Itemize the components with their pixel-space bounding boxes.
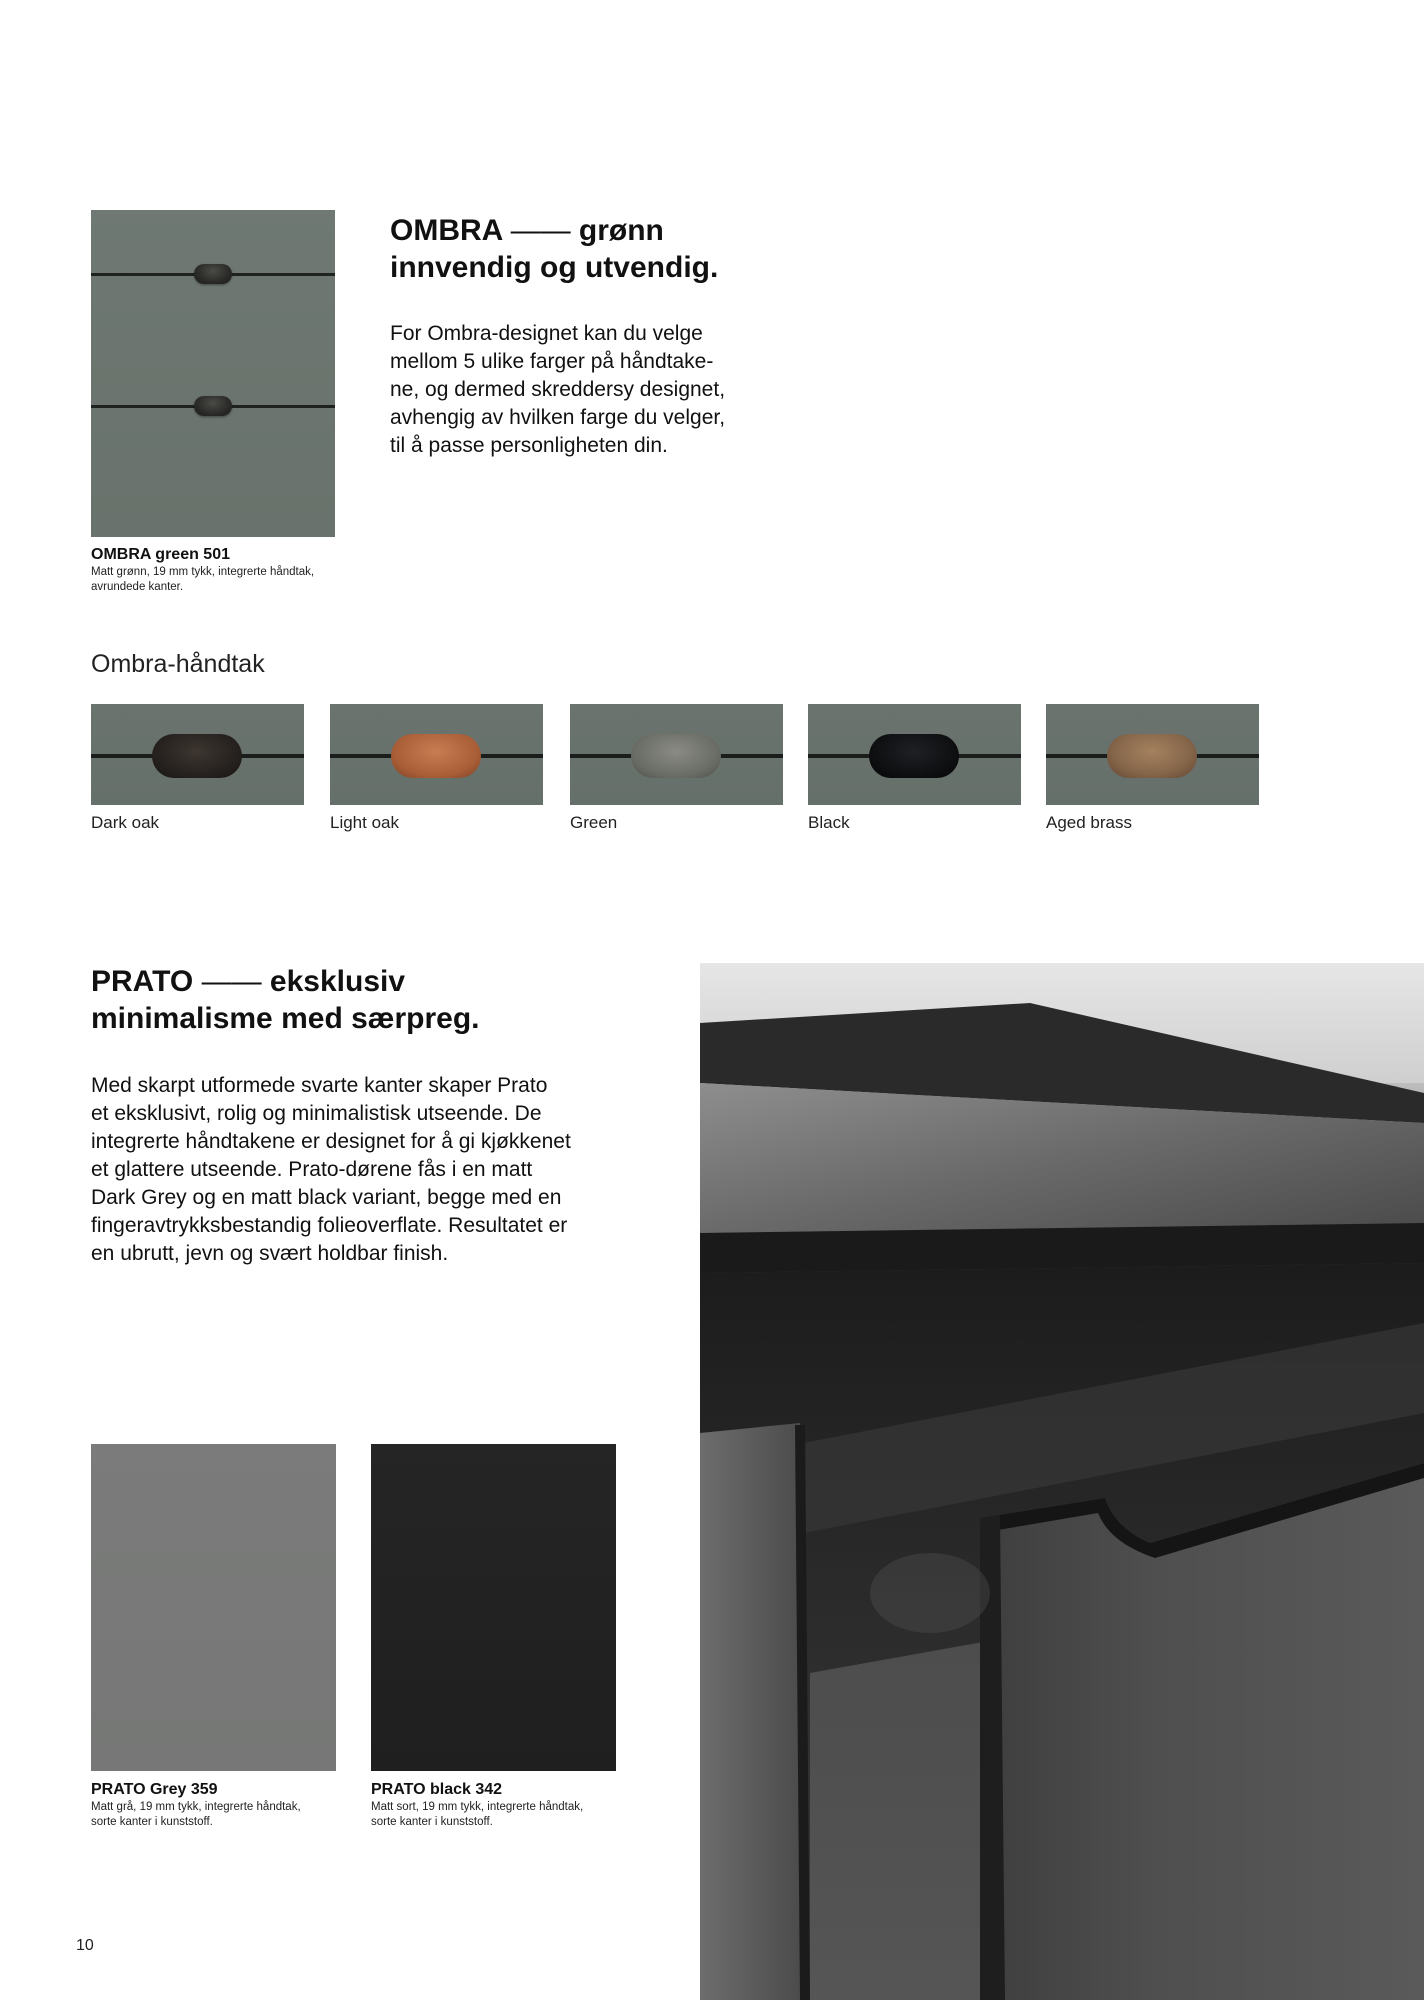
ombra-title-line2: innvendig og utvendig. [390,251,719,284]
ombra-swatch-desc-line: avrundede kanter. [91,581,184,593]
prato-black-342-swatch [371,1444,616,1771]
prato-black-desc-line: Matt sort, 19 mm tykk, integrerte håndtak, [371,1801,584,1813]
prato-grey-desc-line: Matt grå, 19 mm tykk, integrerte håndtak, [91,1801,301,1813]
handle-label-dark-oak: Dark oak [91,813,160,832]
handle-knob [1107,734,1197,778]
prato-black-caption [371,1780,641,1830]
ombra-body-line: til å passe personligheten din. [390,434,668,457]
prato-grey-359-swatch [91,1444,336,1771]
title-dash: —— [201,965,262,998]
handle-knob [391,734,481,778]
prato-body-line: Med skarpt utformede svarte kanter skaper Prato [91,1074,548,1097]
ombra-swatch-desc-line: Matt grønn, 19 mm tykk, integrerte håndtak, [91,566,315,578]
ombra-body-line: mellom 5 ulike farger på håndtake- [390,350,714,373]
handle-swatch-green [570,704,783,805]
prato-body-line: et glattere utseende. Prato-dørene fås i en matt [91,1158,533,1181]
ombra-swatch-caption [91,545,391,595]
prato-grey-caption [91,1780,361,1830]
handle-swatch-aged-brass [1046,704,1259,805]
handle-label-aged-brass: Aged brass [1046,813,1132,832]
prato-title-name: PRATO [91,965,194,998]
prato-body-line: en ubrutt, jevn og svært holdbar finish. [91,1242,449,1265]
prato-heading [91,963,651,1037]
prato-body-line: et eksklusivt, rolig og minimalistisk utseende. De [91,1102,542,1125]
ombra-swatch-title: OMBRA green 501 [91,546,230,563]
drawer-illustration [700,963,1424,2000]
prato-title-line2: minimalisme med særpreg. [91,1002,480,1035]
handle-label-green: Green [570,813,618,832]
handle-swatch-light-oak [330,704,543,805]
ombra-body [390,320,810,460]
prato-grey-title: PRATO Grey 359 [91,1781,218,1798]
ombra-green-501-swatch [91,210,335,537]
ombra-heading [390,212,890,286]
prato-body-line: fingeravtrykksbestandig folieoverflate. Resultatet er [91,1214,568,1237]
prato-black-desc-line: sorte kanter i kunststoff. [371,1816,493,1828]
handle-swatch-black [808,704,1021,805]
prato-drawer-photo [700,963,1424,2000]
handle-knob [631,734,721,778]
handle-label-black: Black [808,813,850,832]
prato-body-line: integrerte håndtakene er designet for å gi kjøkkenet [91,1130,571,1153]
prato-grey-desc-line: sorte kanter i kunststoff. [91,1816,213,1828]
ombra-body-line: avhengig av hvilken farge du velger, [390,406,726,429]
handle-knob [194,264,232,284]
ombra-title-word: grønn [578,214,664,247]
title-dash: —— [510,214,571,247]
ombra-title-name: OMBRA [390,214,503,247]
prato-title-word: eksklusiv [269,965,406,998]
ombra-body-line: For Ombra-designet kan du velge [390,322,703,345]
handles-heading: Ombra-håndtak [91,650,265,678]
handle-swatch-dark-oak [91,704,304,805]
prato-black-title: PRATO black 342 [371,1781,503,1798]
handle-label-light-oak: Light oak [330,813,399,832]
handle-knob [152,734,242,778]
ombra-body-line: ne, og dermed skreddersy designet, [390,378,726,401]
handle-knob [869,734,959,778]
page-number: 10 [76,1937,94,1954]
handle-knob [194,396,232,416]
prato-body [91,1072,681,1268]
prato-body-line: Dark Grey og en matt black variant, begge med en [91,1186,562,1209]
